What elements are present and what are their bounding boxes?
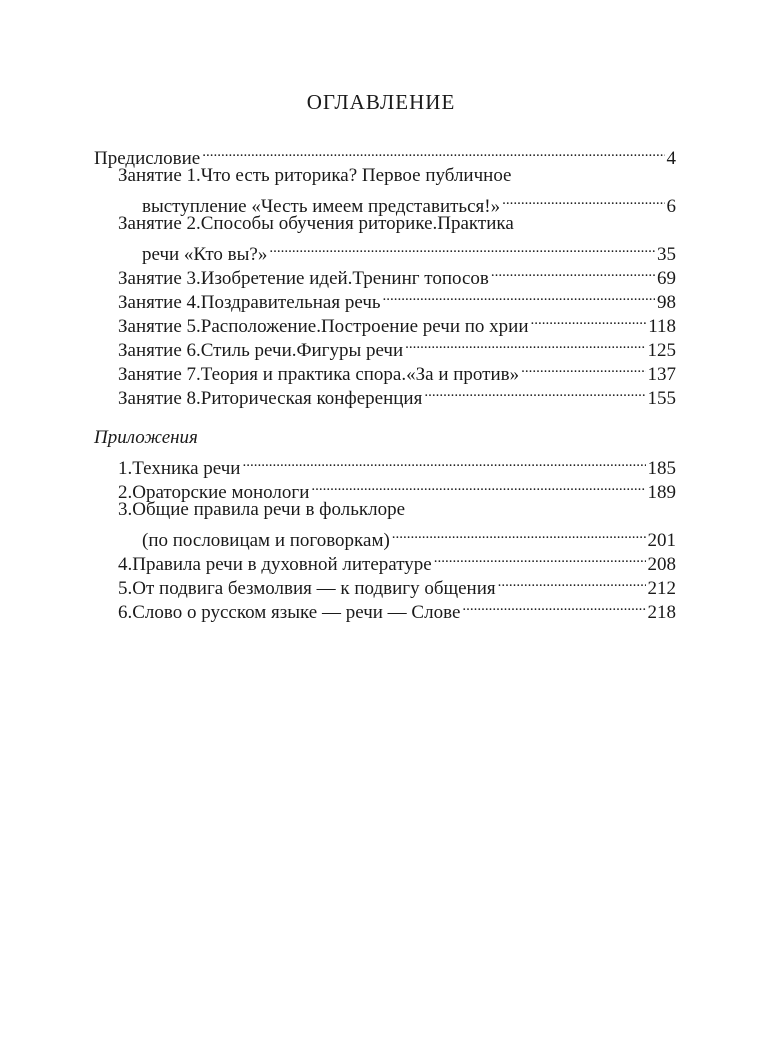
page-title: ОГЛАВЛЕНИЕ [306,90,456,114]
appendix-title: Приложения [94,427,198,448]
toc-entry-lesson-2-cont [94,236,676,265]
toc-entry-title: 2.Ораторские монологи [118,482,310,503]
dot-leader [242,450,645,474]
toc-page-number: 137 [647,364,676,385]
toc-entry-title: Занятие 6.Стиль речи.Фигуры речи [118,340,404,361]
toc-page-number: 4 [666,148,676,169]
toc-entry-title: Занятие 7.Теория и практика спора.«За и против» [118,364,520,385]
dot-leader [491,260,655,284]
toc-page-number: 69 [657,268,676,289]
toc-entry-title: 3.Общие правила речи в фольклоре [118,499,406,520]
dot-leader [269,236,655,260]
toc-entry-appendix-1 [94,450,676,479]
toc-entry-lesson-1 [94,164,676,188]
dot-leader [521,356,645,380]
dot-leader [405,332,645,356]
appendix-heading [94,426,676,450]
toc-entry-title-cont: речи «Кто вы?» [142,244,268,265]
toc-entry-title: Занятие 5.Расположение.Построение речи по хрии [118,316,529,337]
toc-entry-appendix-3-cont [94,522,676,551]
dot-leader [498,570,646,594]
table-of-contents [94,140,676,623]
toc-page-number: 118 [648,316,676,337]
toc-entry-title: 6.Слово о русском языке — речи — Слове [118,602,461,623]
toc-entry-title: Занятие 2.Способы обучения риторике.Практика [118,213,514,234]
dot-leader [531,308,647,332]
dot-leader [502,188,664,212]
toc-entry-title-cont: выступление «Честь имеем представиться!» [142,196,501,217]
toc-entry-lesson-2 [94,212,676,236]
toc-entry-title: 1.Техника речи [118,458,241,479]
toc-entry-title: Предисловие [94,148,201,169]
dot-leader [424,380,645,404]
toc-page-number: 189 [647,482,676,503]
toc-entry-title: 5.От подвига безмолвия — к подвигу общения [118,578,496,599]
toc-page-number: 35 [657,244,676,265]
toc-entry-lesson-1-cont [94,188,676,217]
toc-entry-title-cont: (по пословицам и поговоркам) [142,530,390,551]
toc-page-number: 155 [647,388,676,409]
toc-entry-preface [94,140,676,169]
toc-entry-appendix-3 [94,498,676,522]
toc-entry-title: 4.Правила речи в духовной литературе [118,554,432,575]
toc-entry-title: Занятие 8.Риторическая конференция [118,388,423,409]
toc-entry-title: Занятие 3.Изобретение идей.Тренинг топосов [118,268,489,289]
toc-page-number: 208 [647,554,676,575]
dot-leader [383,284,655,308]
dot-leader [434,546,646,570]
toc-page-number: 125 [647,340,676,361]
toc-page-number: 185 [647,458,676,479]
toc-page-number: 98 [657,292,676,313]
toc-page-number: 218 [647,602,676,623]
toc-entry-title: Занятие 4.Поздравительная речь [118,292,381,313]
toc-entry-title: Занятие 1.Что есть риторика? Первое публичное [118,165,512,186]
toc-page-number: 212 [647,578,676,599]
toc-page-number: 6 [666,196,676,217]
dot-leader [462,594,645,618]
dot-leader [392,522,646,546]
dot-leader [202,140,664,164]
toc-page-number: 201 [647,530,676,551]
dot-leader [311,474,645,498]
